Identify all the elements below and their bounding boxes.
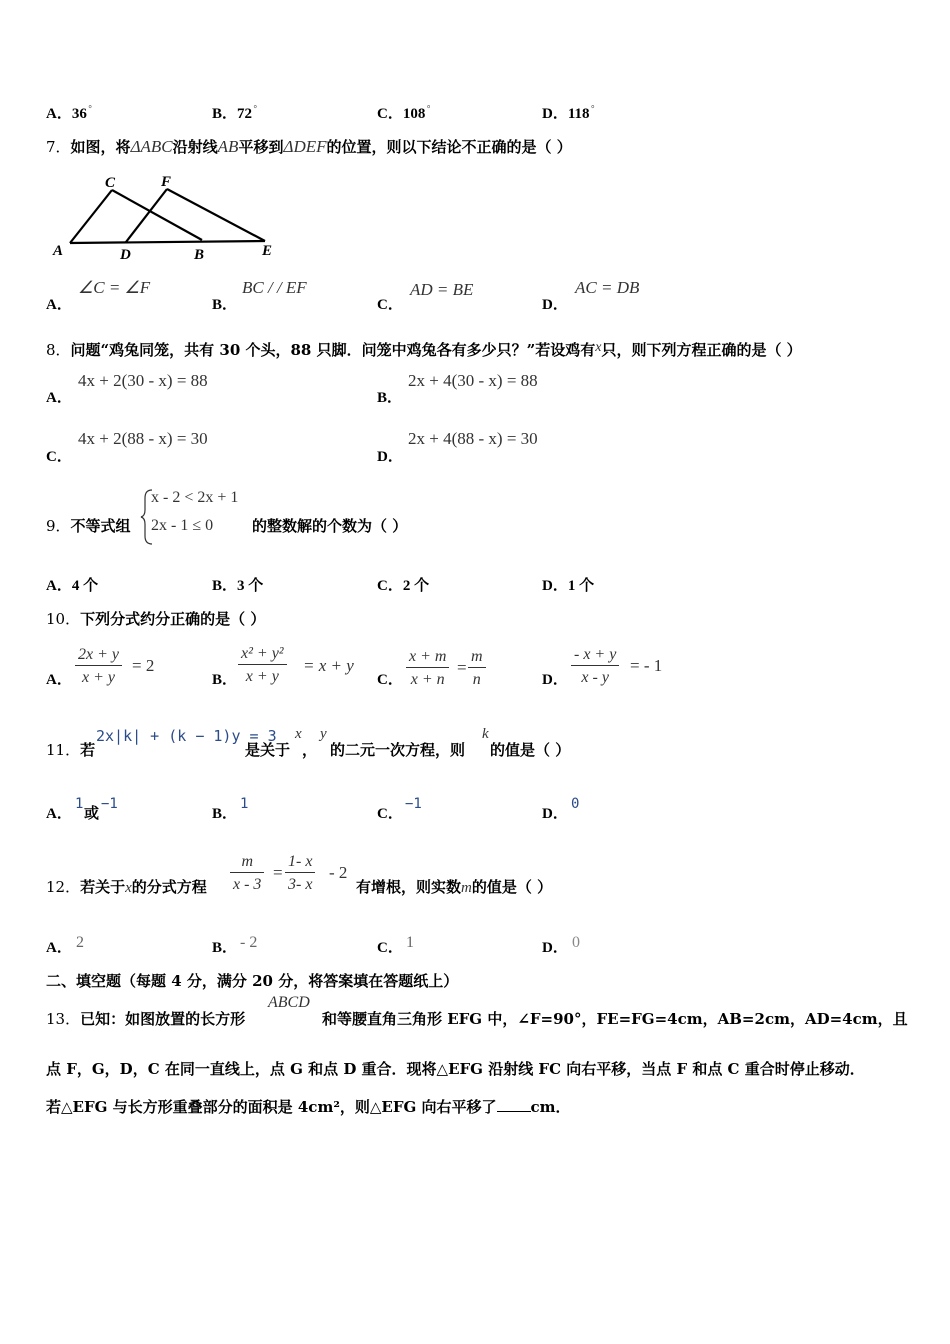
- option-value: 72: [237, 106, 253, 122]
- numerator: x + m: [409, 648, 447, 665]
- q6-option-b: [212, 102, 258, 123]
- q13-line-2: 点 F，G，D，C 在同一直线上，点 G 和点 D 重合．现将△EFG 沿射线 FC 向右平移，当点 F 和点 C 重合时停止移动．: [46, 1060, 865, 1078]
- q10-option-d-rhs: = - 1: [630, 656, 663, 675]
- figure-label-a: A: [53, 243, 64, 259]
- q8-option-a-letter: A．: [46, 390, 72, 406]
- q10-option-a-rhs: = 2: [132, 656, 155, 675]
- q7-translation-figure: [50, 172, 290, 264]
- q7-option-b-letter: B．: [212, 297, 238, 313]
- question-number: 8．: [46, 341, 71, 359]
- q12-option-d-value: 0: [572, 934, 580, 951]
- q11-option-a-letter: A．: [46, 806, 72, 822]
- q9-option-c: [377, 574, 429, 595]
- denominator: 3- x: [285, 872, 315, 894]
- option-letter: D．: [542, 578, 568, 594]
- q9-option-a: [46, 574, 98, 595]
- question-number: 13．: [46, 1010, 81, 1028]
- q10-option-c-letter: C．: [377, 672, 403, 688]
- answer-blank[interactable]: [497, 1099, 531, 1112]
- option-letter: C．: [377, 578, 403, 594]
- q10-option-c-fraction: [406, 648, 449, 689]
- degree-mark: °: [590, 105, 596, 115]
- q10-option-a-letter: A．: [46, 672, 72, 688]
- q7-option-c-letter: C．: [377, 297, 403, 313]
- option-letter: A．: [46, 106, 72, 122]
- q10-option-b-fraction: [238, 645, 287, 686]
- section-heading: 二、填空题（每题 4 分，满分 20 分，将答案填在答题纸上）: [46, 972, 459, 990]
- option-letter: D．: [542, 106, 568, 122]
- q11-option-a-value2: −1: [101, 796, 118, 812]
- stem-text: 沿射线: [172, 138, 218, 156]
- numerator: m: [241, 853, 253, 870]
- q8-stem: [46, 339, 802, 360]
- question-number: 12．: [46, 878, 81, 896]
- question-number: 11．: [46, 741, 81, 759]
- q12-option-b-letter: B．: [212, 940, 238, 956]
- q8-option-a-value: 4x + 2(30 - x) = 88: [78, 371, 208, 390]
- q12-stem-start: [46, 876, 207, 897]
- numerator: x² + y²: [241, 645, 284, 662]
- stem-text: 已知：如图放置的长方形: [80, 1010, 246, 1028]
- stem-text: 平移到: [238, 138, 284, 156]
- q7-stem: [46, 136, 572, 157]
- q8-option-c-value: 4x + 2(88 - x) = 30: [78, 429, 208, 448]
- stem-text: cm．: [530, 1098, 571, 1116]
- numerator: 1- x: [288, 853, 313, 870]
- q11-option-d-value: 0: [571, 796, 580, 812]
- math-x: x: [125, 880, 132, 896]
- option-letter: A．: [46, 578, 72, 594]
- math-x: x: [595, 340, 602, 355]
- stem-text: 有增根，则实数: [356, 878, 462, 896]
- option-letter: B．: [212, 106, 238, 122]
- stem-text: 不等式组: [70, 517, 131, 535]
- q9-option-d: [542, 574, 594, 595]
- math-def: ΔDEF: [283, 137, 327, 156]
- option-letter: C．: [377, 106, 403, 122]
- q12-option-d-letter: D．: [542, 940, 568, 956]
- q11-option-d-letter: D．: [542, 806, 568, 822]
- q7-option-d-letter: D．: [542, 297, 568, 313]
- q11-stem-2: 的二元一次方程，则: [330, 741, 466, 759]
- stem-text: 的位置，则以下结论不正确的是（ ）: [326, 138, 572, 156]
- stem-text: 若关于: [80, 878, 126, 896]
- triangle-lines: [70, 189, 265, 243]
- q7-option-b-value: BC / / EF: [242, 278, 307, 297]
- q12-option-a-value: 2: [76, 934, 84, 951]
- option-value: 3 个: [237, 578, 264, 594]
- q13-math-abcd: ABCD: [268, 994, 310, 1011]
- q11-option-c-letter: C．: [377, 806, 403, 822]
- option-value: 108: [402, 106, 426, 122]
- stem-text: 若: [80, 741, 96, 759]
- q11-stem-1: 是关于: [245, 741, 291, 759]
- inequality-line-2: 2x - 1 ≤ 0: [151, 517, 214, 534]
- q6-option-c: [377, 102, 431, 123]
- denominator: x - 3: [230, 872, 264, 894]
- figure-label-c: C: [105, 175, 116, 191]
- stem-text: 只，则下列方程正确的是（ ）: [601, 341, 802, 359]
- q6-option-d: [542, 102, 595, 123]
- q13-line-3: [46, 1096, 571, 1117]
- q11-var-k: k: [482, 726, 489, 742]
- q11-number: [46, 739, 95, 760]
- option-value: 1 个: [567, 578, 595, 594]
- q8-option-b-letter: B．: [377, 390, 403, 406]
- stem-text: 如图，将: [70, 138, 131, 156]
- q10-option-b-rhs: = x + y: [303, 656, 354, 675]
- denominator: x + n: [406, 667, 449, 689]
- option-letter: B．: [212, 578, 238, 594]
- q10-option-c-rhs-fraction: [468, 648, 486, 689]
- q10-option-a-fraction: [75, 646, 122, 687]
- q6-option-a: [46, 102, 92, 123]
- q10-option-b-letter: B．: [212, 672, 238, 688]
- q7-option-d-value: AC = DB: [575, 278, 640, 297]
- q9-stem-start: [46, 515, 131, 536]
- denominator: x + y: [238, 664, 287, 686]
- q7-option-a-value: ∠C = ∠F: [78, 278, 151, 297]
- math-m: m: [461, 880, 472, 896]
- q11-option-a-value: 1: [75, 796, 84, 812]
- q12-fraction-2: [285, 853, 315, 894]
- q11-option-b-value: 1: [240, 796, 249, 812]
- stem-text: 的分式方程: [131, 878, 207, 896]
- q11-option-a-or: 或: [84, 804, 100, 822]
- numerator: 2x + y: [78, 646, 119, 663]
- q12-option-a-letter: A．: [46, 940, 72, 956]
- q11-stem-3: 的值是（ ）: [490, 741, 571, 759]
- math-abc: ΔABC: [130, 137, 173, 156]
- q10-option-d-fraction: [571, 646, 619, 687]
- q11-var-y: y: [320, 726, 327, 742]
- option-value: 118: [567, 106, 590, 122]
- stem-text: 的值是（ ）: [471, 878, 553, 896]
- numerator: m: [471, 648, 483, 665]
- q13-stem-start: [46, 1008, 245, 1029]
- q7-option-c-value: AD = BE: [410, 280, 474, 299]
- q7-option-a-letter: A．: [46, 297, 72, 313]
- degree-mark: °: [253, 105, 258, 115]
- stem-text: 下列分式约分正确的是（ ）: [80, 610, 266, 628]
- q12-minus-two: - 2: [329, 863, 348, 882]
- q11-var-x: x: [295, 726, 302, 742]
- q13-stem-cont: 和等腰直角三角形 EFG 中，∠F=90°，FE=FG=4cm，AB=2cm，AD=4cm，且: [322, 1010, 908, 1028]
- q11-equation: 2x|k| + (k − 1)y = 3: [96, 727, 277, 745]
- q10-option-c-equals: =: [457, 658, 467, 677]
- numerator: - x + y: [574, 646, 617, 663]
- q12-stem-end: [356, 876, 552, 897]
- q12-fraction-1: [230, 853, 264, 894]
- figure-label-e: E: [262, 243, 273, 259]
- math-ab: AB: [217, 137, 239, 156]
- q8-option-d-value: 2x + 4(88 - x) = 30: [408, 429, 538, 448]
- inequality-line-1: x - 2 < 2x + 1: [151, 489, 239, 506]
- degree-mark: °: [426, 105, 431, 115]
- denominator: x - y: [571, 665, 619, 687]
- q11-option-b-letter: B．: [212, 806, 238, 822]
- q9-option-b: [212, 574, 263, 595]
- figure-label-f: F: [161, 174, 172, 190]
- option-value: 36: [71, 106, 87, 122]
- question-number: 7．: [46, 138, 71, 156]
- q8-option-b-value: 2x + 4(30 - x) = 88: [408, 371, 538, 390]
- q12-option-c-letter: C．: [377, 940, 403, 956]
- figure-label-d: D: [120, 247, 131, 263]
- degree-mark: °: [87, 105, 93, 115]
- stem-text: 若△EFG 与长方形重叠部分的面积是 4cm²，则△EFG 向右平移了: [46, 1098, 497, 1116]
- figure-label-b: B: [194, 247, 205, 263]
- q11-option-c-value: −1: [405, 796, 422, 812]
- stem-text: 问题“鸡兔同笼，共有 30 个头，88 只脚．问笼中鸡兔各有多少只？”若设鸡有: [70, 341, 596, 359]
- q10-option-d-letter: D．: [542, 672, 568, 688]
- question-number: 9．: [46, 517, 71, 535]
- q12-equals: =: [273, 863, 283, 882]
- denominator: n: [468, 667, 486, 689]
- denominator: x + y: [75, 665, 122, 687]
- option-value: 2 个: [402, 578, 430, 594]
- option-value: 4 个: [71, 578, 99, 594]
- q11-comma: ，: [302, 741, 318, 759]
- q8-option-d-letter: D．: [377, 449, 403, 465]
- q8-option-c-letter: C．: [46, 449, 72, 465]
- question-number: 10．: [46, 610, 81, 628]
- q12-option-b-value: - 2: [240, 934, 258, 951]
- q12-option-c-value: 1: [406, 934, 414, 951]
- q9-stem-end: 的整数解的个数为（ ）: [252, 517, 408, 535]
- q10-stem: [46, 608, 265, 629]
